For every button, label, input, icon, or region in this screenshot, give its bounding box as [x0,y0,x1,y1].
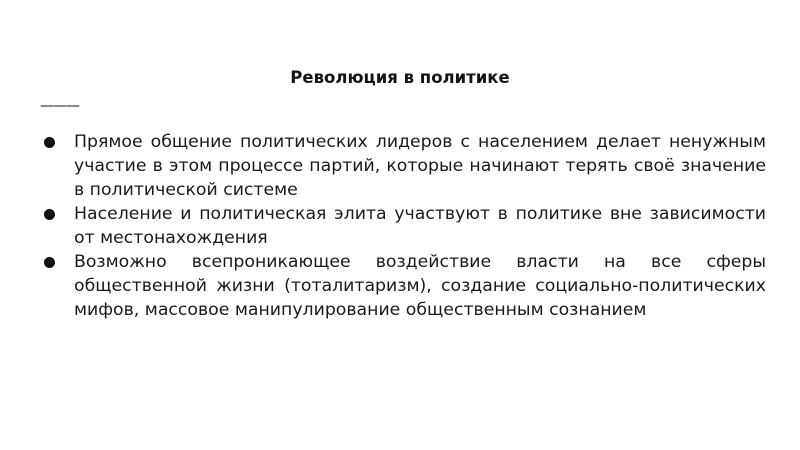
bullet-text: Возможно всепроникающее воздействие власти на все сферы общественной жизни (тоталитаризм), создание социально-политических мифов, массовое манипулирование общественным сознанием [74,252,766,320]
bullet-dot-icon [44,209,55,220]
bullet-dot-icon [44,257,55,268]
bullet-item [42,202,766,250]
bullet-dot-icon [44,137,55,148]
slide-title: Революция в политике [290,68,510,87]
bullet-text: Население и политическая элита участвуют в политике вне зависимости от местонахождения [74,204,766,248]
bullet-text: Прямое общение политических лидеров с населением делает ненужным участие в этом процессе партий, которые начинают терять своё значение в политической системе [74,132,766,200]
bullet-item [42,250,766,322]
bullet-list [42,130,766,322]
bullet-item [42,130,766,202]
title-divider: ——— [40,98,79,114]
